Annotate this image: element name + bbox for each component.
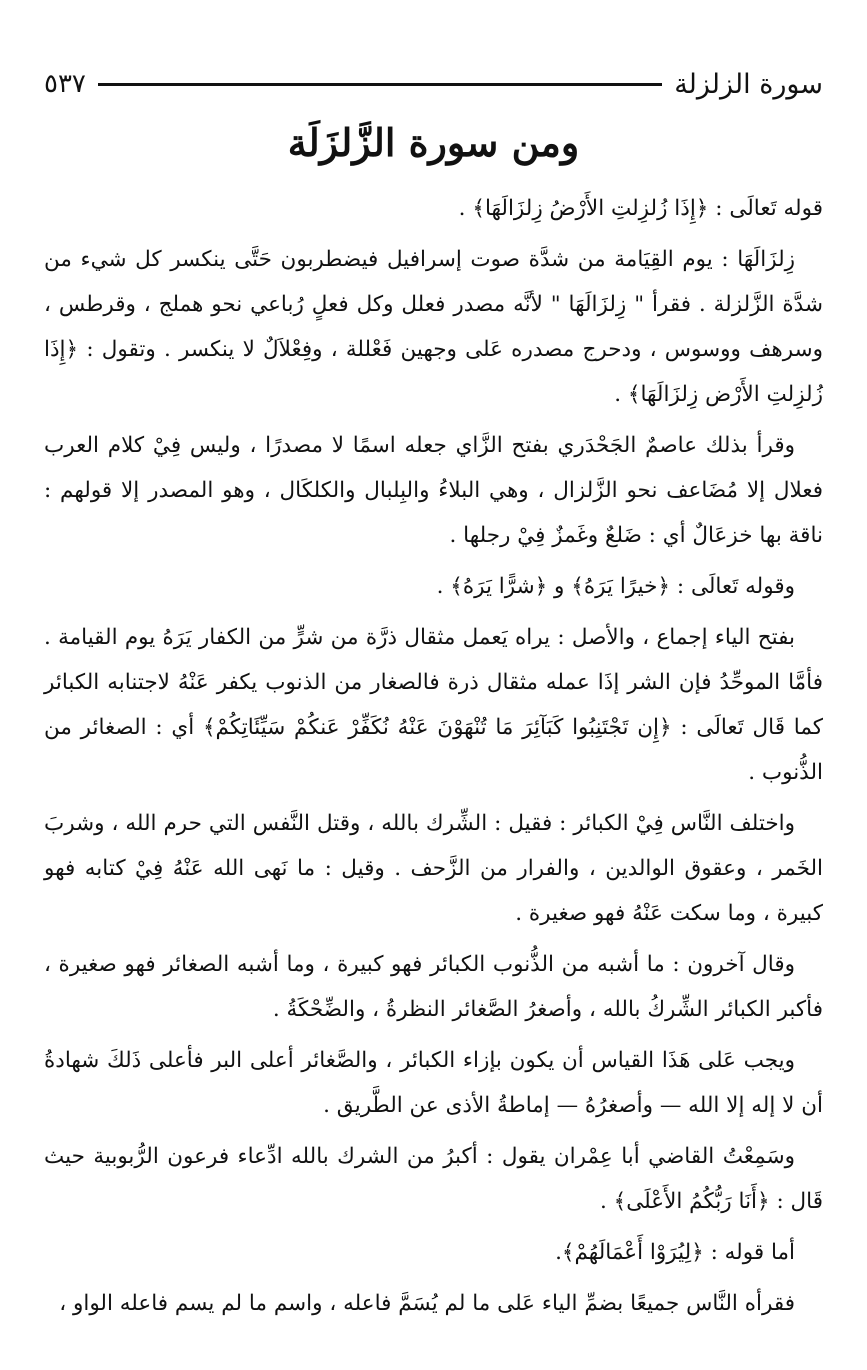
paragraph: وسَمِعْتُ القاضي أبا عِمْران يقول : أكبرُ من الشرك بالله ادِّعاء فرعون الرُّبوبية حيث قَال : ﴿أَنَا رَبُّكُمُ الأَعْلَى﴾ . xyxy=(44,1143,823,1214)
running-title: سورة الزلزلة xyxy=(674,68,823,100)
paragraph: واختلف النَّاس فِيْ الكبائر : فقيل : الشِّرك بالله ، وقتل النَّفس التي حرم الله ، وشربَ الخَمر ، وعقوق الوالدين ، والفرار من الزَّحف . وقيل : ما نَهى الله عَنْهُ فِيْ كتابه فهو كبيرة ، وما سكت عَنْهُ فهو صغيرة . xyxy=(44,810,823,926)
running-header xyxy=(44,64,823,104)
paragraph: قوله تَعالَى : ﴿إِذَا زُلزِلتِ الأَرْضُ زِلزَالَهَا﴾ . xyxy=(458,195,823,221)
body-text xyxy=(44,186,823,1326)
paragraph: ويجب عَلى هَذَا القياس أن يكون بإزاء الكبائر ، والصَّغائر أعلى البر فأعلى ذَلكَ شهادةُ أن لا إله إلا الله — وأصغرُهُ — إماطةُ الأذى عن الطَّريق . xyxy=(44,1047,823,1118)
header-rule xyxy=(98,83,662,86)
paragraph: بفتح الياء إجماع ، والأصل : يراه يَعمل مثقال ذرَّة من شرٍّ من الكفار يَرَهُ يوم القيامة . فأمَّا الموحِّدُ فإن الشر إذَا عمله مثقال ذرة فالصغار من الذنوب يكفر عَنْهُ لاجتنابه الكبائر كما قَال تَعالَى : ﴿إِن تَجْتَنِبُوا كَبَآئِرَ مَا تُنْهَوْنَ عَنْهُ نُكَفِّرْ عَنكُمْ سَيِّئَاتِكُمْ﴾ أي : الصغائر من الذُّنوب . xyxy=(44,624,823,785)
paragraph: وقوله تَعالَى : ﴿خيرًا يَرَهُ﴾ و ﴿شرًّا يَرَهُ﴾ . xyxy=(436,573,795,599)
paragraph: فقرأه النَّاس جميعًا بضمِّ الياء عَلى ما لم يُسَمَّ فاعله ، واسم ما لم يسم فاعله الواو ، xyxy=(59,1290,795,1316)
paragraph: زِلزَالَهَا : يوم القِيَامة من شدَّة صوت إسرافيل فيضطربون حَتَّى ينكسر كل شيء من شدَّة الزَّلزلة . فقرأ " زِلزَالَهَا " لأنَّه مصدر فعلل وكل فعلٍ رُباعي نحو هملج ، وقرطس ، وسرهف ووسوس ، ودحرج مصدره عَلى وجهين فَعْللة ، وفِعْلاَلٌ لا ينكسر . وتقول : ﴿إِذَا زُلزِلتِ الأَرْض زِلزَالَهَا﴾ . xyxy=(44,246,823,407)
chapter-title: ومن سورة الزَّلزَلَة xyxy=(287,120,580,165)
page-number: ٥٣٧ xyxy=(44,69,86,99)
paragraph: وقال آخرون : ما أشبه من الذُّنوب الكبائر فهو كبيرة ، وما أشبه الصغائر فهو صغيرة ، فأكبر الكبائر الشِّركُ بالله ، وأصغرُ الصَّغائر النظرةُ ، والضِّحْكَةُ . xyxy=(44,951,823,1022)
paragraph: أما قوله : ﴿لِيُرَوْا أَعْمَالَهُمْ﴾. xyxy=(555,1239,795,1265)
paragraph: وقرأ بذلك عاصمٌ الجَحْدَري بفتح الزَّاي جعله اسمًا لا مصدرًا ، وليس فِيْ كلام العرب فعلال إلا مُضَاعف نحو الزَّلزال ، وهي البلاءُ والبِلبال والكلكَال ، وهو المصدر إلا قولهم : ناقة بها خزعَالٌ أي : ضَلعٌ وغَمزٌ فِيْ رجلها . xyxy=(44,432,823,548)
